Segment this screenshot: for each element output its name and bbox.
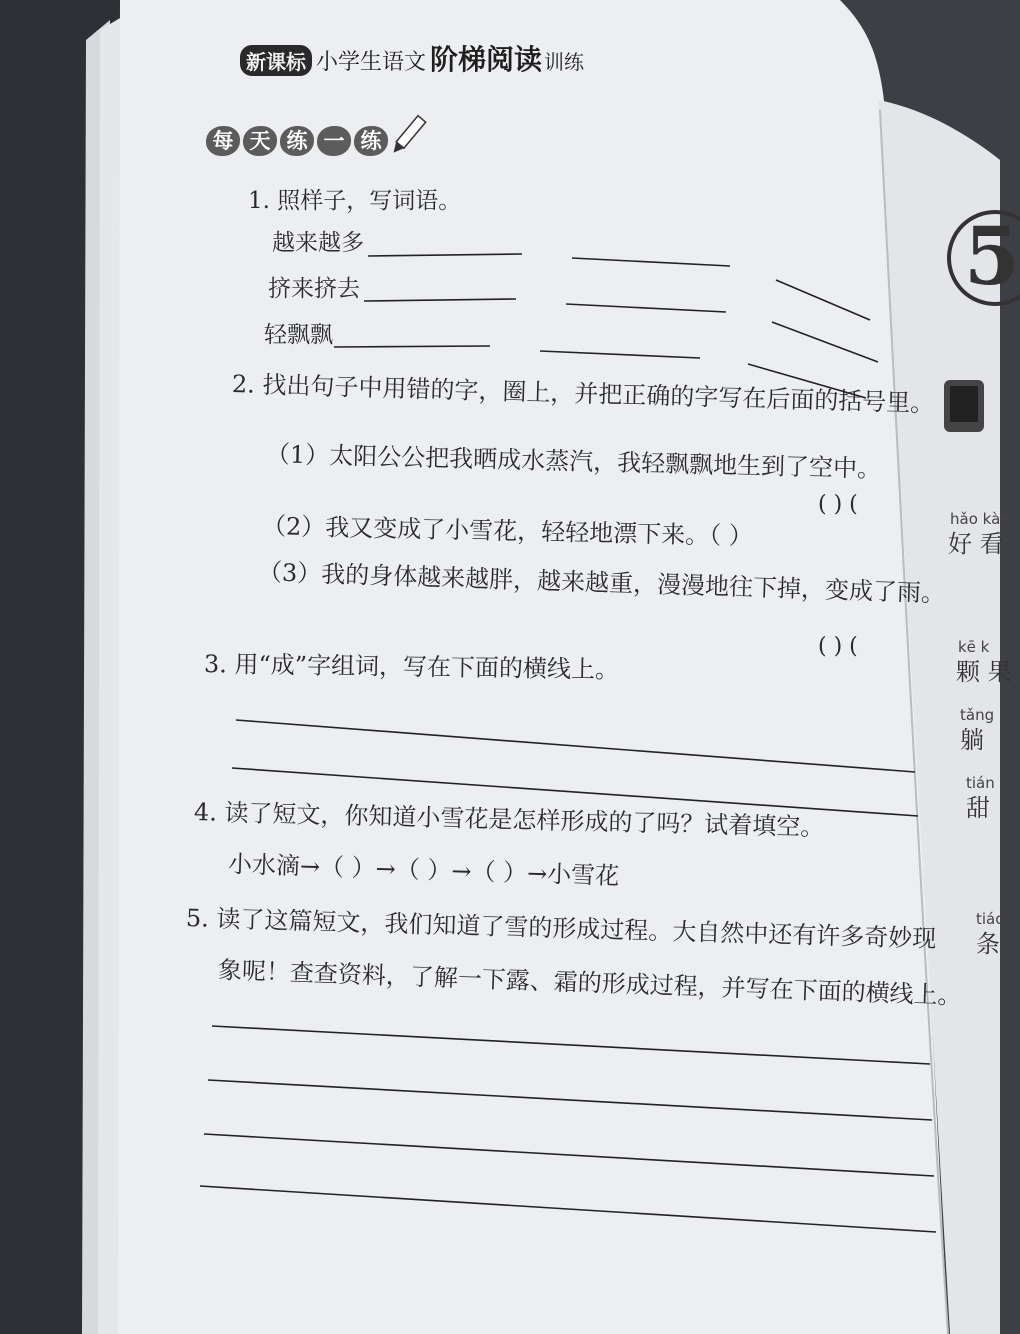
header-bold-title: 阶梯阅读: [430, 43, 543, 76]
q5-line-2: 象呢！查查资料，了解一下露、霜的形成过程，并写在下面的横线上。: [217, 956, 963, 1010]
right-hanzi: 好 看: [948, 530, 1004, 558]
right-hanzi: 颗 果: [956, 658, 1012, 686]
q1-word: 轻飘飘: [264, 322, 333, 348]
right-pinyin: hǎo kàn: [950, 510, 1010, 528]
header-suffix: 训练: [544, 50, 585, 74]
q2-sentence-2: （2）我又变成了小雪花，轻轻地漂下来。（ ）: [261, 512, 754, 551]
right-hanzi: 躺: [960, 726, 984, 754]
section-title-char: 一: [317, 126, 351, 156]
book-header: [240, 38, 584, 78]
right-pinyin: tiáo: [976, 910, 1005, 928]
q2-sentence-3: （3）我的身体越来越胖，越来越重，漫漫地往下掉，变成了雨。: [257, 558, 946, 608]
header-series: 小学生语文: [316, 50, 427, 75]
q1-word: 挤来挤去: [268, 276, 360, 302]
q2-brackets-3: ( ) (: [818, 634, 858, 659]
q5-line-1: 5. 读了这篇短文，我们知道了雪的形成过程。大自然中还有许多奇妙现: [185, 904, 937, 953]
q4-chain: 小水滴→（ ）→（ ）→（ ）→小雪花: [227, 850, 620, 891]
q3-prompt: 3. 用“成”字组词，写在下面的横线上。: [203, 650, 620, 684]
right-hanzi: 条: [976, 930, 1000, 958]
q2-brackets-1: ( ) (: [818, 492, 858, 517]
section-title-char: 练: [280, 126, 314, 156]
q1-prompt: 1. 照样子，写词语。: [248, 188, 462, 214]
section-title-char: 练: [354, 126, 388, 156]
q2-prompt: 2. 找出句子中用错的字，圈上，并把正确的字写在后面的括号里。: [231, 370, 935, 418]
section-title-char: 天: [243, 126, 277, 156]
right-pinyin: tián: [966, 774, 995, 792]
right-hanzi: 甜: [966, 794, 990, 822]
right-pinyin: tǎng: [960, 706, 995, 724]
section-title-char: 每: [206, 126, 240, 156]
right-page-number: 5: [964, 209, 1020, 303]
q1-word: 越来越多: [272, 230, 364, 256]
section-title: [206, 126, 391, 156]
q4-prompt: 4. 读了短文，你知道小雪花是怎样形成的了吗？试着填空。: [193, 798, 825, 842]
q2-sentence-1: （1）太阳公公把我晒成水蒸汽，我轻飘飘地生到了空中。: [265, 440, 882, 484]
right-pinyin: kē k: [958, 638, 990, 656]
header-logo: 新课标: [240, 45, 312, 76]
